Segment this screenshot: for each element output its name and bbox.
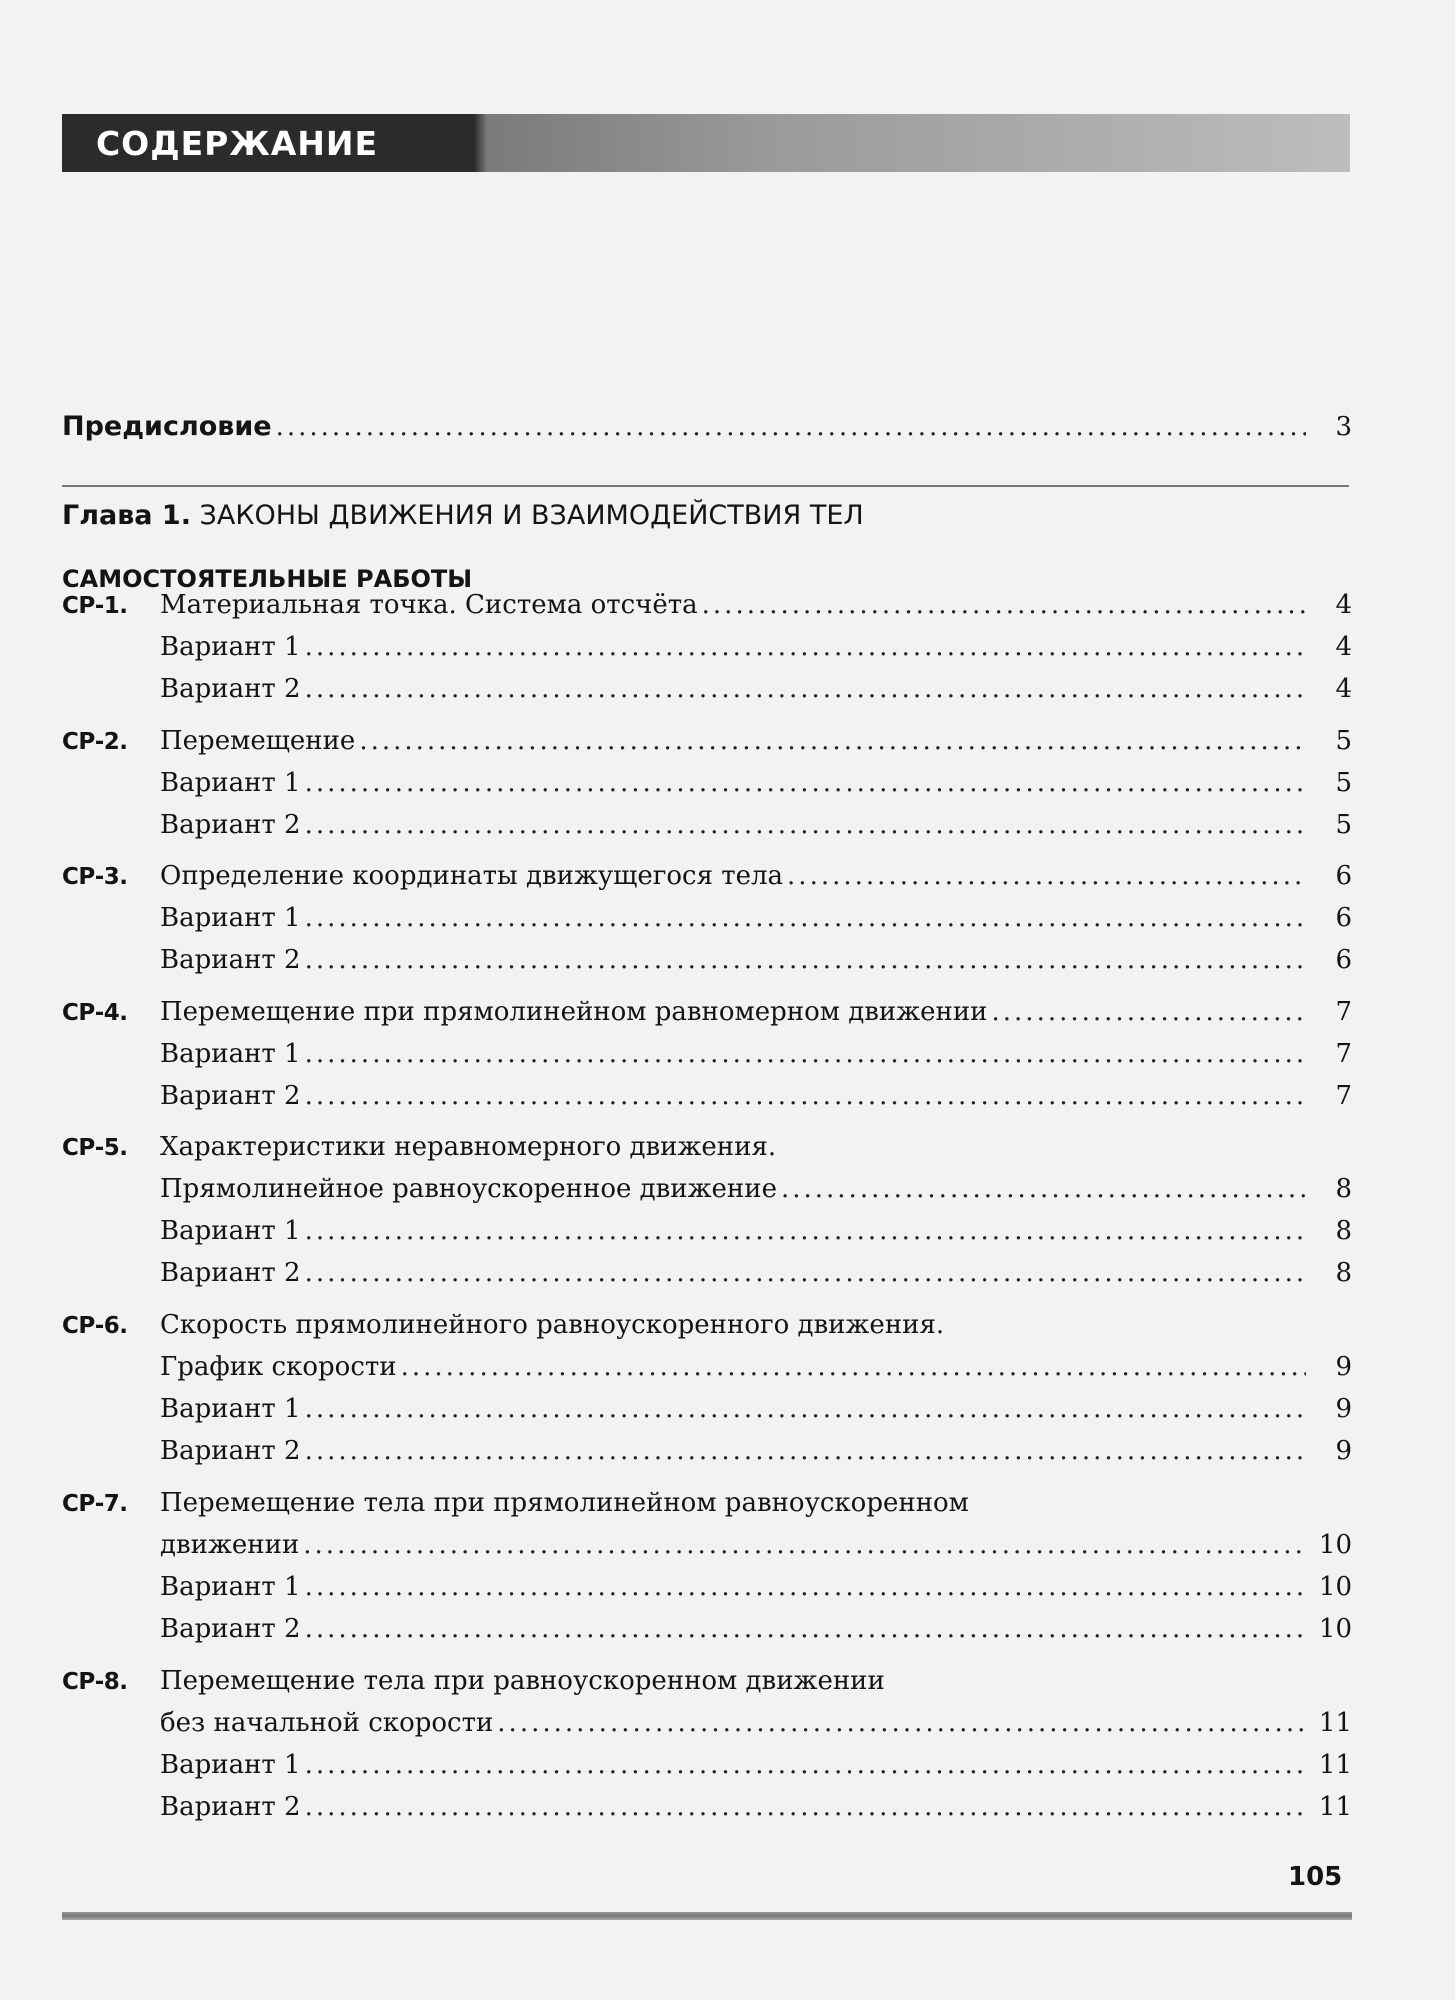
entry-label: Перемещение тела при прямолинейном равноускоренном	[160, 1488, 969, 1518]
entry-code: СР-6.	[62, 1313, 128, 1339]
leader-dots	[305, 947, 1306, 973]
entry-page: 6	[1335, 861, 1352, 891]
toc-entry	[62, 1518, 1352, 1558]
leader-dots	[305, 1041, 1306, 1067]
entry-label: Характеристики неравномерного движения.	[160, 1132, 777, 1162]
leader-dots	[359, 728, 1306, 754]
toc-entry	[62, 756, 1352, 796]
entry-code: СР-4.	[62, 1000, 128, 1026]
entry-page: 9	[1335, 1352, 1352, 1382]
entry-label: Вариант 1	[160, 632, 301, 662]
leader-dots	[305, 1218, 1306, 1244]
leader-dots	[305, 634, 1306, 660]
toc-entry	[62, 849, 1352, 889]
leader-dots	[401, 1354, 1306, 1380]
leader-dots	[305, 1794, 1306, 1820]
toc-entry	[62, 1204, 1352, 1244]
toc-entry	[62, 1069, 1352, 1109]
entry-label: Вариант 1	[160, 1216, 301, 1246]
entry-label: Вариант 2	[160, 674, 301, 704]
toc-entry-preface	[62, 400, 1352, 440]
preface-label: Предисловие	[62, 411, 272, 442]
toc-entry	[62, 1162, 1352, 1202]
leader-dots	[305, 905, 1306, 931]
entry-page: 10	[1318, 1530, 1352, 1560]
leader-dots	[497, 1710, 1306, 1736]
toc-entry	[62, 798, 1352, 838]
entry-label: Прямолинейное равноускоренное движение	[160, 1174, 777, 1204]
toc-entry	[62, 1602, 1352, 1642]
entry-label: Перемещение	[160, 726, 356, 756]
entry-label: Вариант 1	[160, 768, 301, 798]
toc-entry	[62, 1120, 1352, 1160]
entry-code: СР-5.	[62, 1135, 128, 1161]
entry-page: 6	[1335, 903, 1352, 933]
leader-dots	[305, 1574, 1306, 1600]
leader-dots	[787, 863, 1306, 889]
leader-dots	[305, 1752, 1306, 1778]
entry-page: 7	[1335, 997, 1352, 1027]
toc-entry	[62, 933, 1352, 973]
toc-entry	[62, 578, 1352, 618]
entry-label: Вариант 1	[160, 903, 301, 933]
entry-label: Вариант 2	[160, 1614, 301, 1644]
entry-page: 5	[1335, 810, 1352, 840]
entry-label: Вариант 1	[160, 1750, 301, 1780]
entry-page: 7	[1335, 1039, 1352, 1069]
entry-label: Вариант 1	[160, 1572, 301, 1602]
entry-page: 6	[1335, 945, 1352, 975]
entry-label: без начальной скорости	[160, 1708, 494, 1738]
entry-label: движении	[160, 1530, 300, 1560]
entry-label: Вариант 2	[160, 1258, 301, 1288]
page-number: 105	[1288, 1862, 1343, 1892]
page-title: СОДЕРЖАНИЕ	[95, 123, 379, 163]
leader-dots	[305, 770, 1306, 796]
entry-label: Вариант 1	[160, 1394, 301, 1424]
chapter-prefix: Глава 1.	[62, 500, 191, 531]
leader-dots	[702, 592, 1306, 618]
toc-entry	[62, 1738, 1352, 1778]
entry-page: 10	[1318, 1614, 1352, 1644]
entry-page: 8	[1335, 1258, 1352, 1288]
entry-label: Вариант 2	[160, 1081, 301, 1111]
entry-page: 10	[1318, 1572, 1352, 1602]
entry-page: 5	[1335, 726, 1352, 756]
toc-entry	[62, 714, 1352, 754]
section-heading: САМОСТОЯТЕЛЬНЫЕ РАБОТЫ	[62, 565, 473, 593]
toc-entry	[62, 1382, 1352, 1422]
leader-dots	[781, 1176, 1306, 1202]
entry-label: Скорость прямолинейного равноускоренного движения.	[160, 1310, 945, 1340]
toc-entry	[62, 1027, 1352, 1067]
toc-entry	[62, 891, 1352, 931]
entry-label: Вариант 2	[160, 1436, 301, 1466]
entry-page: 9	[1335, 1394, 1352, 1424]
entry-code: СР-3.	[62, 864, 128, 890]
chapter-title: ЗАКОНЫ ДВИЖЕНИЯ И ВЗАИМОДЕЙСТВИЯ ТЕЛ	[199, 500, 864, 531]
leader-dots	[305, 1260, 1306, 1286]
entry-label: Перемещение тела при равноускоренном движении	[160, 1666, 885, 1696]
entry-page: 4	[1335, 674, 1352, 704]
toc-entry	[62, 1246, 1352, 1286]
leader-dots	[305, 1438, 1306, 1464]
leader-dots	[303, 1532, 1306, 1558]
leader-dots	[305, 1396, 1306, 1422]
entry-page: 8	[1335, 1216, 1352, 1246]
leader-dots	[305, 1616, 1306, 1642]
toc-entry	[62, 1696, 1352, 1736]
toc-entry	[62, 662, 1352, 702]
leader-dots	[992, 999, 1306, 1025]
chapter-heading	[62, 500, 864, 531]
preface-page: 3	[1335, 412, 1352, 442]
entry-label: Вариант 2	[160, 945, 301, 975]
entry-label: Вариант 2	[160, 1792, 301, 1822]
entry-page: 7	[1335, 1081, 1352, 1111]
leader-dots	[305, 676, 1306, 702]
leader-dots	[305, 812, 1306, 838]
entry-label: Вариант 1	[160, 1039, 301, 1069]
entry-label: Материальная точка. Система отсчёта	[160, 590, 698, 620]
entry-page: 11	[1318, 1792, 1352, 1822]
toc-entry	[62, 1654, 1352, 1694]
entry-code: СР-7.	[62, 1491, 128, 1517]
toc-entry	[62, 1340, 1352, 1380]
entry-page: 9	[1335, 1436, 1352, 1466]
divider	[62, 485, 1349, 487]
toc-entry	[62, 1424, 1352, 1464]
entry-page: 11	[1318, 1708, 1352, 1738]
leader-dots	[305, 1083, 1306, 1109]
entry-page: 5	[1335, 768, 1352, 798]
entry-page: 8	[1335, 1174, 1352, 1204]
toc-entry	[62, 1780, 1352, 1820]
entry-label: График скорости	[160, 1352, 397, 1382]
entry-label: Перемещение при прямолинейном равномерном движении	[160, 997, 988, 1027]
toc-entry	[62, 1476, 1352, 1516]
toc-entry	[62, 985, 1352, 1025]
toc-entry	[62, 1298, 1352, 1338]
toc-entry	[62, 620, 1352, 660]
entry-code: СР-1.	[62, 593, 128, 619]
entry-page: 11	[1318, 1750, 1352, 1780]
toc-entry	[62, 1560, 1352, 1600]
entry-code: СР-8.	[62, 1669, 128, 1695]
entry-label: Определение координаты движущегося тела	[160, 861, 784, 891]
entry-label: Вариант 2	[160, 810, 301, 840]
bottom-rule	[62, 1912, 1352, 1920]
leader-dots	[276, 414, 1306, 440]
entry-code: СР-2.	[62, 729, 128, 755]
entry-page: 4	[1335, 590, 1352, 620]
entry-page: 4	[1335, 632, 1352, 662]
